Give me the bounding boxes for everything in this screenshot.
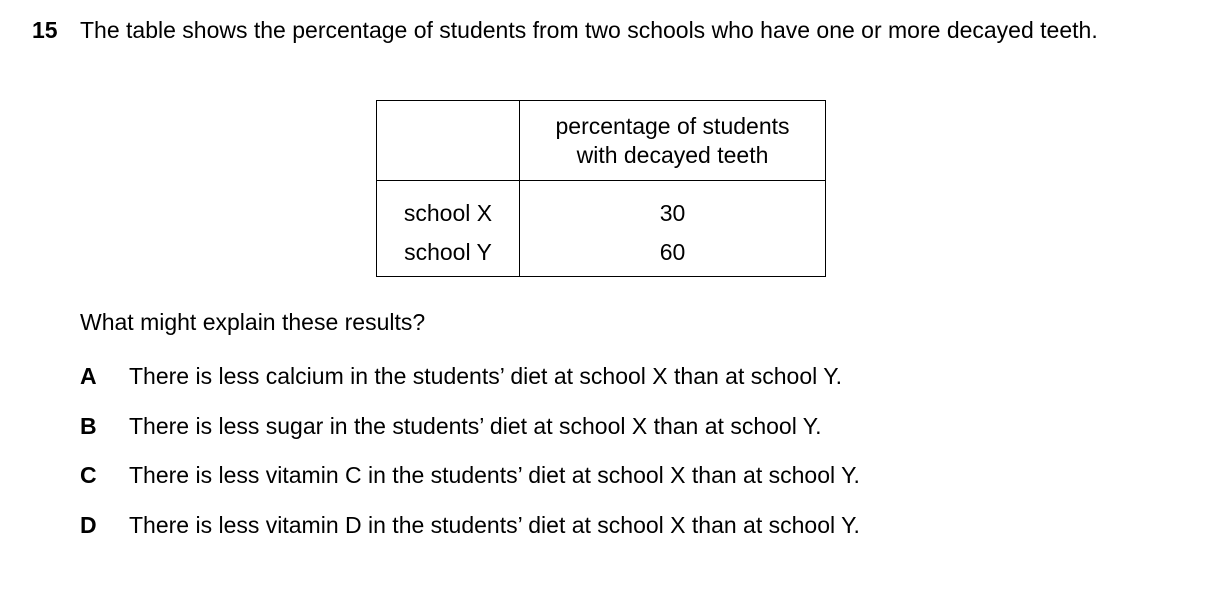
percentage-cell: 30	[520, 181, 826, 229]
question-stem: The table shows the percentage of students from two schools who have one or more decayed teeth.	[80, 17, 1098, 43]
table-row	[377, 228, 826, 277]
table-row	[377, 181, 826, 229]
option-text: There is less calcium in the students’ diet at school X than at school Y.	[129, 363, 842, 389]
option-a	[80, 362, 842, 391]
table-header-row	[377, 101, 826, 181]
table-corner-cell	[377, 101, 520, 181]
option-c	[80, 461, 860, 490]
option-letter: A	[80, 363, 97, 389]
table-header-cell	[520, 101, 826, 181]
option-b	[80, 412, 822, 441]
option-letter: C	[80, 462, 97, 488]
header-line-2: with decayed teeth	[576, 141, 769, 168]
option-text: There is less sugar in the students’ diet at school X than at school Y.	[129, 413, 822, 439]
percentage-cell: 60	[520, 228, 826, 277]
header-line-1: percentage of students	[555, 112, 790, 139]
question-number: 15	[32, 17, 58, 43]
question-prompt: What might explain these results?	[80, 309, 426, 335]
data-table	[376, 100, 826, 277]
option-text: There is less vitamin D in the students’ diet at school X than at school Y.	[129, 512, 860, 538]
option-letter: B	[80, 413, 97, 439]
school-name-cell: school Y	[377, 228, 520, 277]
option-text: There is less vitamin C in the students’ diet at school X than at school Y.	[129, 462, 860, 488]
option-letter: D	[80, 512, 97, 538]
school-name-cell: school X	[377, 181, 520, 229]
option-d	[80, 511, 860, 540]
